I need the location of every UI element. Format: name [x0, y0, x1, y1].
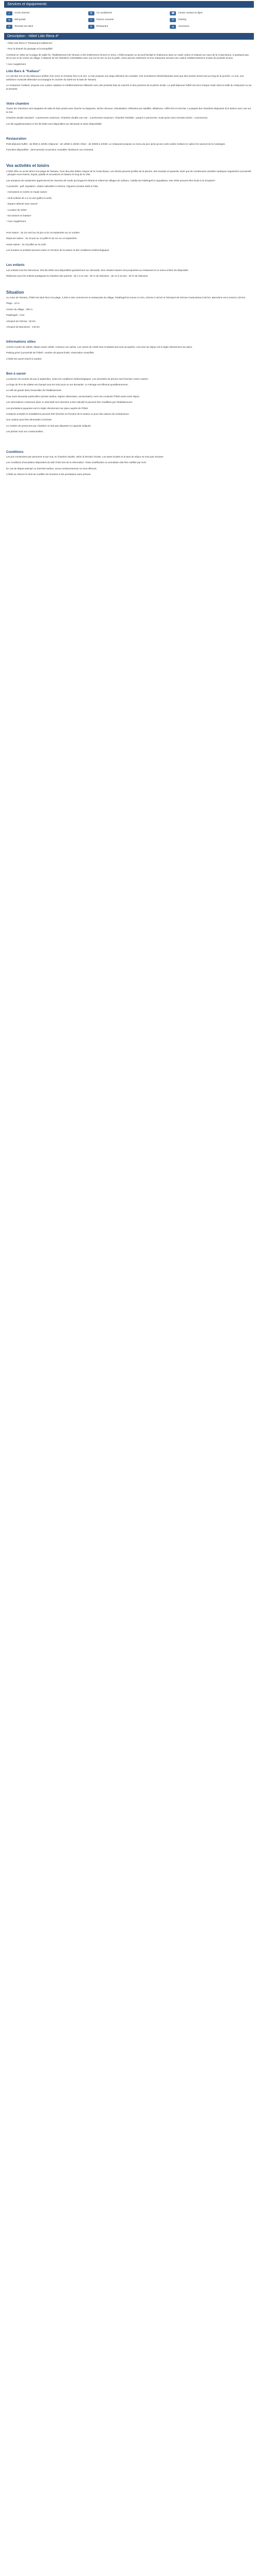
- restaurant-icon: ✕: [88, 25, 94, 29]
- list-item: - Location de vélos*: [6, 208, 27, 211]
- service-label: Piscine couverte: [96, 18, 114, 21]
- section-title-room: Votre chambre: [6, 102, 29, 106]
- paragraph: Les lits supplémentaires et les lits bébé sont disponibles sur demande et selon disponibilité.: [6, 122, 103, 125]
- schedule-note: Les horaires et activités peuvent varier en fonction de la saison et des conditions météorologiques.: [6, 249, 110, 251]
- paragraph: Les enfants sont les bienvenus. Des lits bébé sont disponibles gratuitement sur demande. Des chaises hautes sont proposées au restaurant et un menu enfant est disponible.: [6, 268, 189, 272]
- paragraph: Les conditions d'annulation dépendent du tarif choisi lors de la réservation. Toute modification ou annulation doit être notifiée par écrit.: [6, 461, 147, 464]
- service-label: Centre contact en ligne: [178, 11, 203, 14]
- list-item: Centre du village : 200 m: [6, 308, 33, 311]
- service-item: [170, 11, 252, 15]
- paragraph: Pour toute demande particulière (arrivée tardive, régime alimentaire, anniversaire), merci de contacter l'hôtel avant votre séjour.: [6, 395, 140, 398]
- paragraph: Petit-déjeuner buffet : de 8h00 à 10h30. Déjeuner : de 13h00 à 15h30. Dîner : de 20h00 à 22h30. Le restaurant propose un menu du jour ainsi qu'une carte variée mettant en valeur les saveurs de la Catalogne.: [6, 142, 226, 145]
- service-label: Air conditionné: [96, 11, 112, 14]
- paragraph: Les prix s'entendent par personne et par nuit, en chambre double, selon la formule choisie. Les taxes locales et la taxe de séjour ne sont pas incluses.: [6, 455, 164, 458]
- description-title: Description - Hôtel Lido Riera 4*: [7, 35, 59, 38]
- climatisation-icon: ❄: [88, 11, 94, 15]
- paragraph: Réduction pour les enfants partageant la chambre des parents : de 2 à 11 ans : 50 % de réduction ; de 12 à 16 ans : 30 % de réduction.: [6, 275, 149, 278]
- paragraph: Les photos sont non contractuelles.: [6, 430, 44, 433]
- page: [0, 1, 258, 477]
- section-title-info: Informations utiles: [6, 340, 36, 344]
- list-item: Aéroport de Barcelone : 140 km: [6, 326, 40, 329]
- elevator-icon: ▲: [170, 25, 176, 29]
- paragraph: Arrivée à partir de 15h00, départ avant 12h00. Animaux non admis. Les cartes de crédit Visa et Mastercard sont acceptées. Une taxe de séjour est à régler directement sur place.: [6, 345, 193, 348]
- paragraph: En cas de départ anticipé ou d'arrivée tardive, aucun remboursement ne sera effectué.: [6, 467, 97, 470]
- paragraph: Certaines activités et installations peuvent être fermées en fonction de la saison ou pour des raisons de maintenance.: [6, 412, 130, 415]
- list-item: - Club enfants de 4 à 12 ans (juillet et août): [6, 196, 52, 199]
- section-title-restauration: Restauration: [6, 137, 27, 141]
- paragraph: La piscine est ouverte de juin à septembre, selon les conditions météorologiques. Les serviettes de piscine sont fournies contre caution.: [6, 377, 149, 380]
- description-header: [4, 33, 254, 40]
- section-title-location: Situation: [6, 290, 24, 295]
- service-label: Parking: [178, 18, 186, 21]
- services-grid: [4, 11, 254, 29]
- paragraph: Les informations contenues dans ce descriptif sont données à titre indicatif et peuvent être modifiées par l'établissement.: [6, 401, 133, 404]
- service-item: [6, 11, 88, 15]
- service-label: Terrasse de soleil: [14, 25, 33, 28]
- list-item: Plage : 10 m: [6, 302, 20, 305]
- service-item: [6, 24, 88, 29]
- service-item: [6, 18, 88, 22]
- paragraph: Au cœur de Tamariu, l'hôtel est situé face à la plage, à 200 m des commerces et restaurants du village. Palafrugell se trouve à 4 km, Gérone à 45 km et l'aéroport de Gérone-Costa Brava à 50 km. Barcelone est à environ 120 km.: [6, 296, 246, 299]
- schedule-line: Hors saison : du 1er avril au 15 juin et du 15 septembre au 31 octobre: [6, 231, 80, 234]
- service-item: [170, 24, 252, 29]
- service-label: Accès internet: [14, 11, 30, 14]
- accueil-icon: ⌂: [6, 11, 12, 15]
- paragraph: L'hôtel est ouvert d'avril à octobre.: [6, 357, 42, 360]
- intro-line: - Pour la beauté du paysage et la tranquillité: [6, 47, 53, 50]
- paragraph: Le Lido Bar est un lieu idéal pour profiter d'un verre en terrasse face à la mer. Le bar propose une large sélection de cocktails, vins et boissons rafraîchissantes ainsi que des snacks servis tout au long de la journée. Le soir, une ambiance musicale détendue accompagne le coucher du soleil sur la baie de Tamariu.: [6, 75, 244, 81]
- paragraph: Les prestations payantes sont à régler directement sur place auprès de l'hôtel.: [6, 406, 89, 410]
- paragraph: Les amateurs de randonnée apprécieront les chemins de ronde qui longent le littoral et relient les villages de Llafranc, Calella de Palafrugell et Aiguablava. Des vélos peuvent être loués à la réception*.: [6, 179, 216, 182]
- list-item: Palafrugell : 4 km: [6, 314, 25, 317]
- list-item: - Animations en soirée en haute saison: [6, 191, 47, 194]
- paragraph: À proximité : golf, équitation, visites culturelles à Gérone, Figueres (musée Dalí) et Pals.: [6, 184, 99, 188]
- services-title: Services et équipements: [7, 3, 47, 6]
- terrace-icon: ☀: [6, 25, 12, 29]
- paragraph: Le wifi est gratuit dans l'ensemble de l'établissement.: [6, 389, 62, 392]
- parking-icon: P: [170, 18, 176, 22]
- intro-paragraph: Construit en 1962 sur la plage de sable fin, l'établissement de Tamariu a été entièrement rénové en 2014. L'hôtel propose un accueil familial et chaleureux dans un cadre calme et relaxant au cœur de la Costa Brava, à quelques pas de la mer et du centre du village. Il dispose de 50 chambres confortables avec vue sur la mer ou sur le jardin, d'une piscine extérieure et d'un restaurant servant une cuisine méditerranéenne à base de produits locaux.: [6, 53, 249, 60]
- list-item: - Espace détente avec sauna*: [6, 202, 38, 206]
- list-item: - Excursions en bateau*: [6, 214, 31, 217]
- services-header: [4, 1, 254, 8]
- paragraph: Parking privé à proximité de l'hôtel*, nombre de places limité, réservation conseillée.: [6, 351, 95, 354]
- paragraph: L'hôtel offre un accès direct à la plage de Tamariu, l'une des plus belles criques de la Costa Brava. Les clients peuvent profiter de la piscine, des transats et parasols, ainsi que de nombreuses activités nautiques organisées à proximité : plongée sous-marine, kayak, paddle et excursions en bateau le long de la côte.: [6, 170, 251, 176]
- section-title-conditions: Conditions: [6, 450, 24, 454]
- wifi-icon: ≋: [6, 18, 12, 22]
- section-title-activities: Vos activités et loisirs: [6, 163, 50, 168]
- service-label: Wifi gratuit: [14, 18, 26, 21]
- service-label: Ascenseur: [178, 25, 190, 28]
- service-item: [88, 18, 170, 22]
- note: * Avec supplément: [6, 62, 26, 65]
- schedule-line: Moyenne saison : du 16 juin au 14 juillet et du 1er au 14 septembre: [6, 237, 77, 240]
- section-title-kids: Les enfants: [6, 263, 25, 267]
- service-item: [170, 18, 252, 22]
- intro-line: - Hôtel Lido Riera 4* Restaurant traditionnel: [6, 42, 52, 44]
- paragraph: Chambre double standard : 2 personnes maximum. Chambre double vue mer : 2 personnes maximum. Chambre familiale : jusqu'à 4 personnes. Suite junior avec terrasse privée : 2 personnes.: [6, 116, 208, 120]
- section-title-extra: Bon à savoir: [6, 372, 26, 376]
- paragraph: Le restaurant "Kallaus" propose une cuisine catalane et méditerranéenne élaborée avec des produits frais du marché et des poissons de la pêche locale. Le petit-déjeuner buffet est servi chaque matin dans la salle du restaurant ou sur la terrasse.: [6, 84, 252, 90]
- paragraph: Formules disponibles : demi-pension et pension complète* (boissons non incluses).: [6, 148, 94, 151]
- paragraph: Le nombre de personnes par chambre ne doit pas dépasser la capacité indiquée.: [6, 424, 92, 427]
- service-label: Restaurant: [96, 25, 108, 28]
- note: * Avec supplément: [6, 220, 26, 223]
- pool-icon: ≈: [88, 18, 94, 22]
- list-item: Aéroport de Gérone : 50 km: [6, 319, 36, 323]
- paragraph: Le linge de lit et de toilette est changé tous les trois jours ou sur demande. Le ménage est effectué quotidiennement.: [6, 383, 128, 386]
- section-title-bars: Lido Bars & "Kallaus": [6, 70, 41, 74]
- service-item: [88, 11, 170, 15]
- service-item: [88, 24, 170, 29]
- paragraph: Toutes les chambres sont équipées de salle de bain privée avec douche ou baignoire, sèche-cheveux, climatisation, télévision par satellite, téléphone, coffre-fort et mini-bar. La plupart des chambres disposent d'un balcon avec vue sur la mer.: [6, 107, 251, 113]
- description-content: [6, 42, 252, 477]
- paragraph: Une caution peut être demandée à l'arrivée.: [6, 418, 53, 421]
- paragraph: L'hôtel se réserve le droit de modifier les horaires et les prestations sans préavis.: [6, 473, 91, 476]
- concierge-icon: ☎: [170, 11, 176, 15]
- schedule-line: Haute saison : du 15 juillet au 31 août: [6, 243, 46, 246]
